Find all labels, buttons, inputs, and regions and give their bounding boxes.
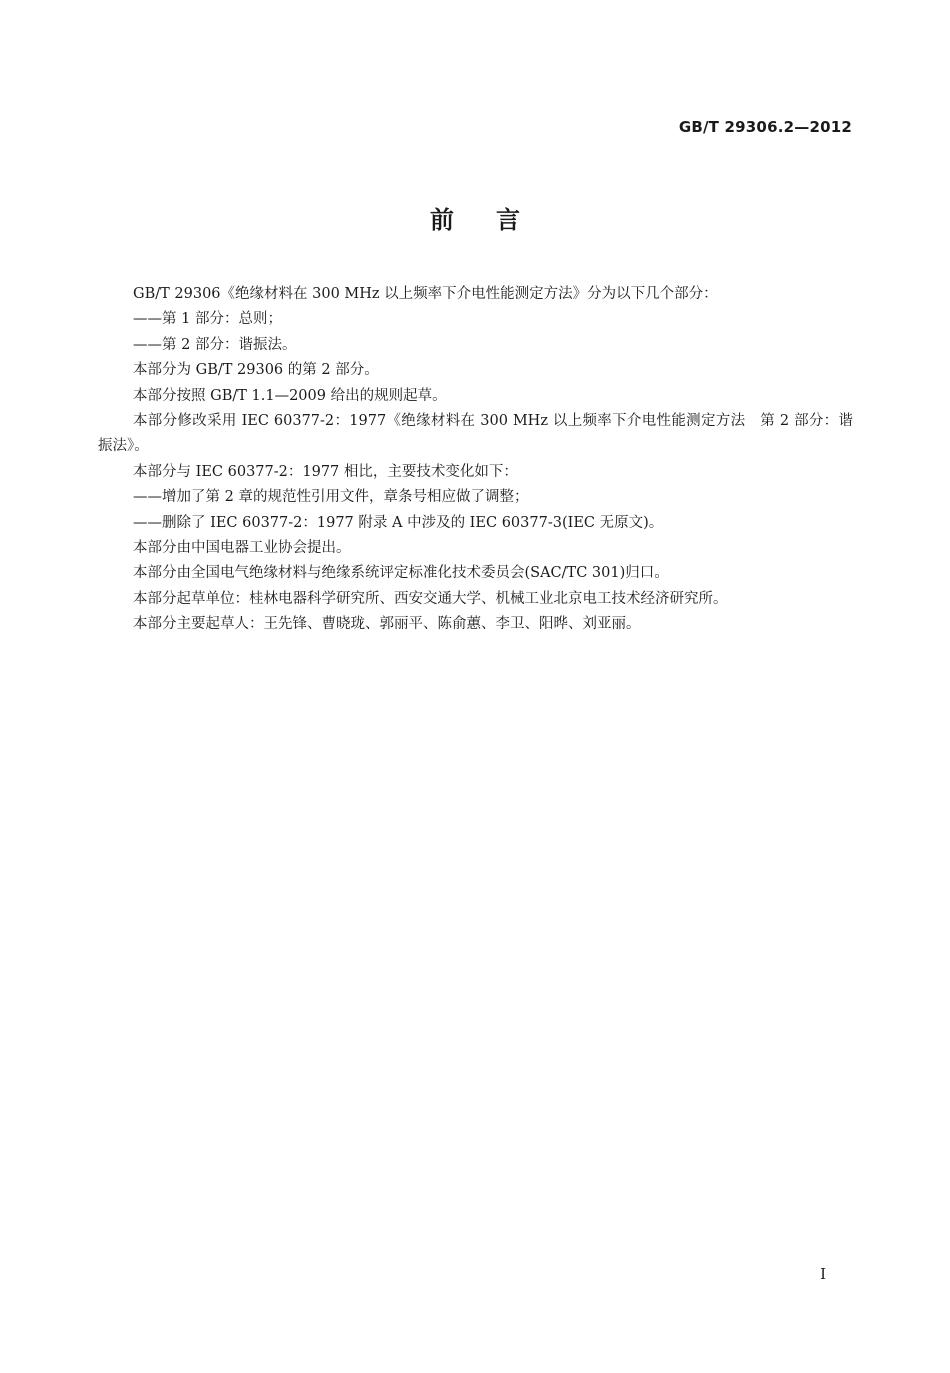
paragraph-iec-adoption: 本部分修改采用 IEC 60377-2：1977《绝缘材料在 300 MHz 以上频率下介电性能测定方法 第 2 部分：谐振法》。 xyxy=(98,413,853,455)
standard-number: GB/T 29306.2—2012 xyxy=(678,118,852,136)
paragraph-change-2: ——删除了 IEC 60377-2：1977 附录 A 中涉及的 IEC 60377-3(IEC 无原文)。 xyxy=(133,514,664,531)
page-number: I xyxy=(820,1265,826,1283)
paragraph-committee: 本部分由全国电气绝缘材料与绝缘系统评定标准化技术委员会(SAC/TC 301)归口。 xyxy=(133,565,669,582)
paragraph-this-part: 本部分为 GB/T 29306 的第 2 部分。 xyxy=(133,362,379,379)
paragraph-part-1: ——第 1 部分：总则； xyxy=(133,311,282,328)
paragraph-drafting-units: 本部分起草单位：桂林电器科学研究所、西安交通大学、机械工业北京电工技术经济研究所。 xyxy=(133,590,728,607)
paragraph-proposer: 本部分由中国电器工业协会提出。 xyxy=(133,540,351,557)
paragraph-drafters: 本部分主要起草人：王先锋、曹晓珑、郭丽平、陈俞蕙、李卫、阳晔、刘亚丽。 xyxy=(133,616,641,633)
paragraph-parts-intro: GB/T 29306《绝缘材料在 300 MHz 以上频率下介电性能测定方法》分为以下几个部分： xyxy=(133,286,718,302)
paragraph-technical-changes: 本部分与 IEC 60377-2：1977 相比，主要技术变化如下： xyxy=(133,463,518,480)
paragraph-drafting-rules: 本部分按照 GB/T 1.1—2009 给出的规则起草。 xyxy=(133,387,447,404)
page-title: 前言 xyxy=(430,206,562,234)
paragraph-change-1: ——增加了第 2 章的规范性引用文件，章条号相应做了调整； xyxy=(133,489,529,506)
foreword-body xyxy=(98,282,853,638)
paragraph-part-2: ——第 2 部分：谐振法。 xyxy=(133,336,297,353)
